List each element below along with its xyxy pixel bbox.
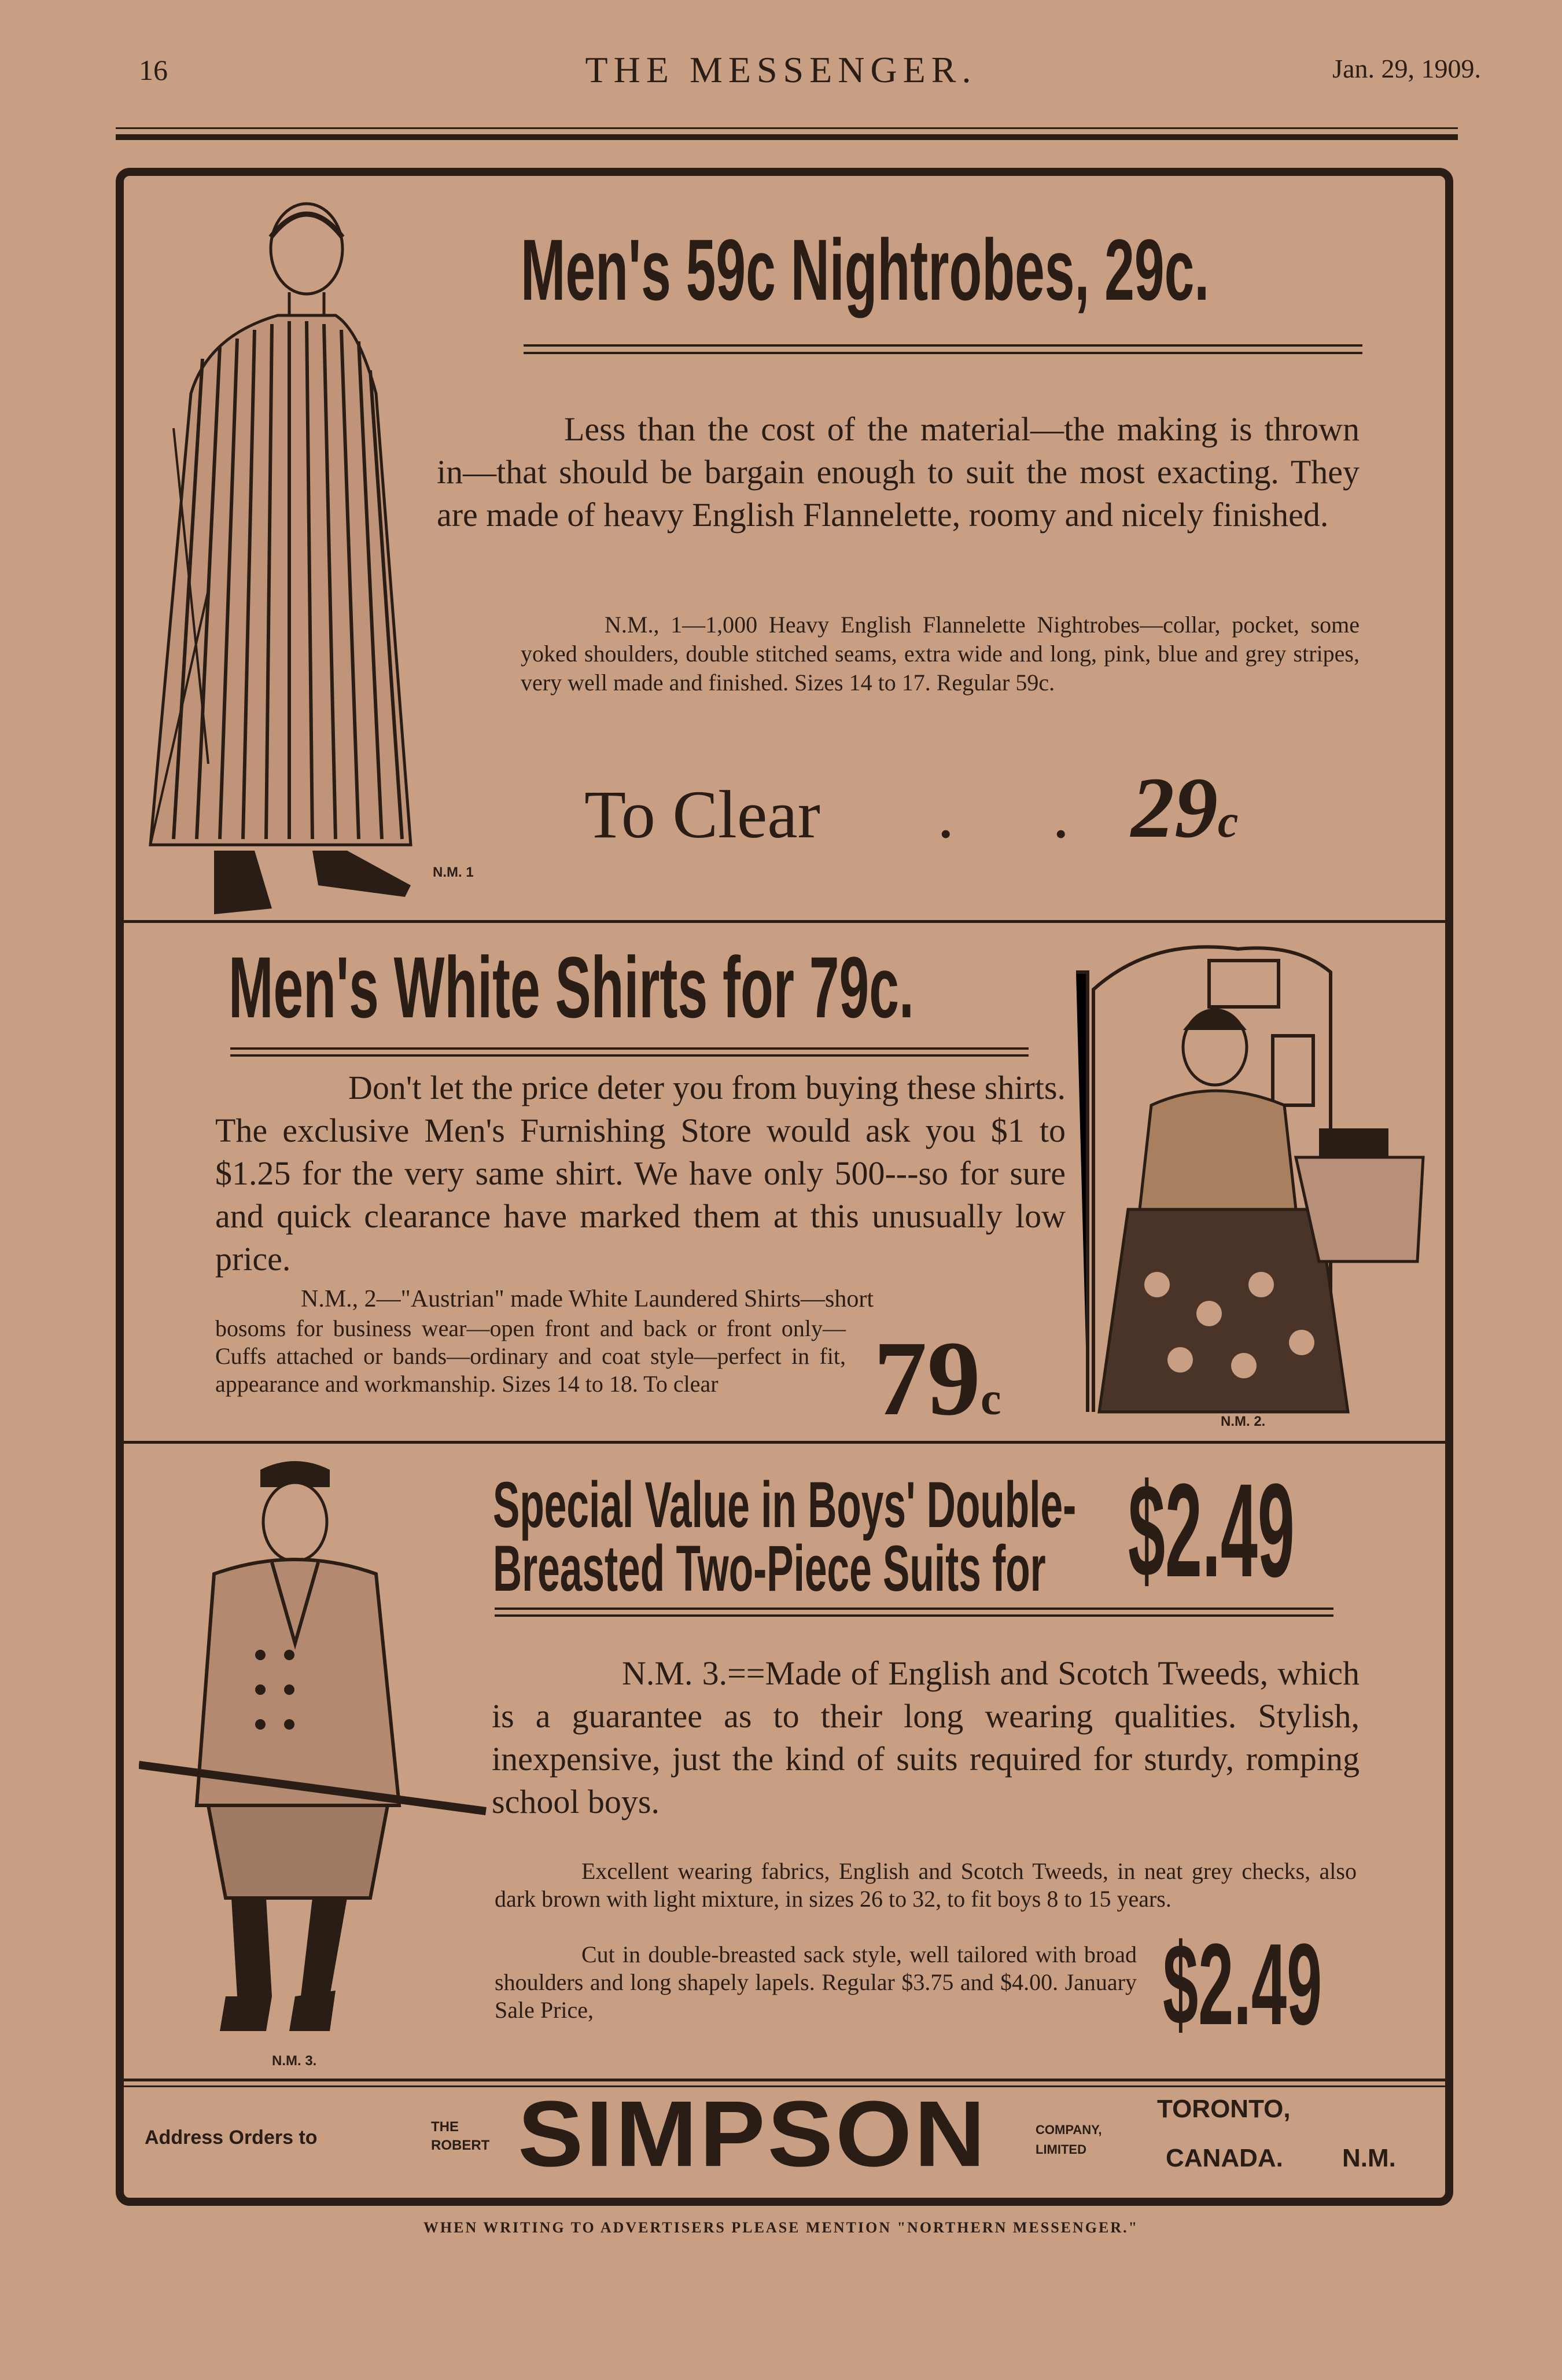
country-label: CANADA.	[1166, 2144, 1283, 2172]
ad1-detail-text: N.M., 1—1,000 Heavy English Flannelette Nightrobes—collar, pocket, some yoked shoulders, double stitched seams, extra wide and long, pink, blue and grey stripes, very well made and finished. Sizes 14 to 17. Regular 59c.	[521, 612, 1360, 696]
ad2-divider	[124, 1441, 1445, 1444]
ad2-headline: Men's White Shirts for 79c.	[229, 939, 914, 1036]
ad1-headline-rule	[524, 344, 1362, 347]
ad1-price	[1131, 758, 1239, 858]
ad2-detail-text: bosoms for business wear—open front and back or front only—Cuffs attached or bands—ordinary and coat style—perfect in fit, appearance and workmanship. Sizes 14 to 18. To clear	[215, 1315, 846, 1397]
issue-date: Jan. 29, 1909.	[1332, 54, 1481, 83]
ad1-divider	[124, 920, 1445, 923]
newspaper-title: THE MESSENGER.	[585, 49, 977, 90]
nm-code-label: N.M.	[1342, 2144, 1396, 2172]
ad2-price-unit: c	[981, 1374, 1001, 1425]
header-rule-thick	[116, 134, 1458, 140]
boy-suit-illustration	[139, 1458, 498, 2054]
fig-label-nm1: N.M. 1	[433, 865, 474, 880]
ad2-price-number: 79	[874, 1319, 981, 1438]
ad1-leader-dots: . .	[937, 777, 1110, 852]
ad3-headline-line1: Special Value in Boys' Double-	[493, 1469, 1077, 1541]
ad1-headline: Men's 59c Nightrobes, 29c.	[521, 221, 1210, 318]
fig-label-nm3: N.M. 3.	[272, 2053, 317, 2069]
ad2-headline-rule	[230, 1047, 1029, 1050]
company-limited-label: COMPANY, LIMITED	[1036, 2122, 1102, 2157]
ad3-headline-line2: Breasted Two-Piece Suits for	[493, 1532, 1046, 1605]
nightrobe-man-illustration	[139, 185, 440, 932]
ad3-detail-text-1: Excellent wearing fabrics, English and Scotch Tweeds, in neat grey checks, also dark brown with light mixture, in sizes 26 to 32, to fit boys 8 to 15 years.	[495, 1858, 1357, 1912]
simpson-company-name: SIMPSON	[518, 2081, 988, 2187]
ad2-body-text: Don't let the price deter you from buying these shirts. The exclusive Men's Furnishing Store would ask you $1 to $1.25 for the very same shirt. We have only 500---so for sure and quick clearance have marked them at this unusually low price.	[215, 1069, 1066, 1278]
page-number: 16	[139, 54, 168, 86]
ad3-headline-price: $2.49	[1128, 1456, 1295, 1605]
ad3-headline-rule	[495, 1607, 1333, 1610]
city-label: TORONTO,	[1157, 2095, 1291, 2123]
ad3-body-text: N.M. 3.==Made of English and Scotch Tweeds, which is a guarantee as to their long wearing qualities. Stylish, inexpensive, just the kind of suits required for sturdy, romping school boys.	[492, 1654, 1360, 1820]
ad3-sale-price: $2.49	[1163, 1920, 1322, 2049]
the-robert-label: THE ROBERT	[431, 2119, 490, 2153]
ad2-headline-rule-2	[230, 1054, 1029, 1057]
woman-ironing-illustration	[1076, 937, 1435, 1418]
ad1-body-text: Less than the cost of the material—the making is thrown in—that should be bargain enough to suit the most exacting. They are made of heavy English Flannelette, roomy and nicely finished.	[437, 410, 1360, 534]
advertiser-notice: WHEN WRITING TO ADVERTISERS PLEASE MENTION "NORTHERN MESSENGER."	[423, 2219, 1139, 2236]
ad3-headline-rule-2	[495, 1614, 1333, 1617]
ad1-price-unit: c	[1218, 796, 1239, 847]
ad1-headline-rule-2	[524, 352, 1362, 354]
address-orders-label: Address Orders to	[145, 2127, 318, 2149]
ad1-price-number: 29	[1131, 760, 1218, 856]
ad2-detail-line1: N.M., 2—"Austrian" made White Laundered Shirts—short	[301, 1286, 874, 1312]
ad3-detail-text-2: Cut in double-breasted sack style, well tailored with broad shoulders and long shapely lapels. Regular $3.75 and $4.00. January Sale Price,	[495, 1941, 1137, 2023]
header-rule	[116, 127, 1458, 129]
ad2-price	[874, 1319, 1001, 1438]
ad1-clear-label: To Clear	[584, 777, 820, 852]
fig-label-nm2: N.M. 2.	[1221, 1414, 1266, 1429]
